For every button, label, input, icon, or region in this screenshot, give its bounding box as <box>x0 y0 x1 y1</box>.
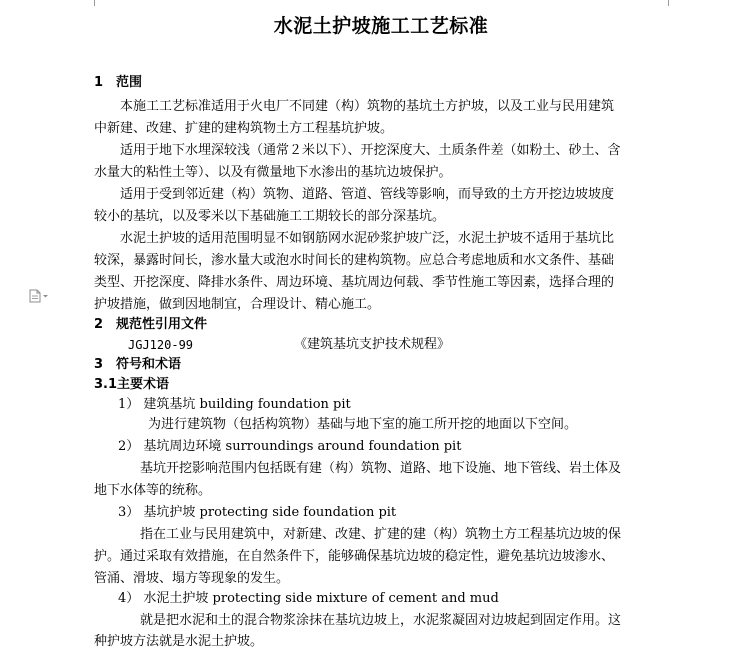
paragraph-line: 护坡措施，做到因地制宜，合理设计、精心施工。 <box>94 297 381 312</box>
paragraph-line: 较小的基坑，以及零米以下基础施工工期较长的部分深基坑。 <box>94 209 446 224</box>
paragraph-line: 本施工工艺标准适用于火电厂不同建（构）筑物的基坑土方护坡，以及工业与民用建筑 <box>120 99 615 114</box>
section-1-heading <box>94 73 142 93</box>
paragraph-line: 适用于受到邻近建（构）筑物、道路、管道、管线等影响，而导致的土方开挖边坡坡度 <box>120 187 615 202</box>
term-1-heading: 1） 建筑基坑 building foundation pit <box>118 397 351 412</box>
reference-code: JGJ120-99 <box>128 338 194 352</box>
paragraph-line: 较深，暴露时间长，渗水量大或泡水时间长的建构筑物。应总合考虑地质和水文条件、基础 <box>94 253 615 268</box>
term-3-definition: 指在工业与民用建筑中，对新建、改建、扩建的建（构）筑物土方工程基坑边坡的保 <box>140 527 622 542</box>
term-2-definition: 地下水体等的统称。 <box>94 483 212 498</box>
section-title: 符号和术语 <box>116 357 182 372</box>
section-title: 规范性引用文件 <box>116 317 208 332</box>
paragraph-line: 适用于地下水埋深较浅（通常２米以下）、开挖深度大、土质条件差（如粉土、砂土、含 <box>120 143 621 158</box>
term-4-heading: 4） 水泥土护坡 protecting side mixture of cement and mud <box>118 591 499 606</box>
term-4-definition: 就是把水泥和土的混合物浆涂抹在基坑边坡上，水泥浆凝固对边坡起到固定作用。这 <box>140 613 622 628</box>
section-3-heading <box>94 355 181 375</box>
document-margin-icon[interactable] <box>28 288 50 302</box>
paragraph-line: 类型、开挖深度、降排水条件、周边环境、基坑周边何载、季节性施工等因素，选择合理的 <box>94 275 615 290</box>
crop-mark-top-left <box>84 0 95 6</box>
section-number: 1 <box>94 75 104 90</box>
term-2-heading: 2） 基坑周边环境 surroundings around foundation pit <box>118 439 462 454</box>
term-2-definition: 基坑开挖影响范围内包括既有建（构）筑物、道路、地下设施、地下管线、岩土体及 <box>140 461 622 476</box>
paragraph-line: 中新建、改建、扩建的建构筑物土方工程基坑护坡。 <box>94 121 394 136</box>
document-title: 水泥土护坡施工工艺标准 <box>273 15 489 37</box>
section-number: 2 <box>94 317 104 332</box>
paragraph-line: 水量大的粘性土等）、以及有微量地下水渗出的基坑边坡保护。 <box>94 165 452 180</box>
section-number: 3 <box>94 357 104 372</box>
subsection-3-1-heading: 3.1主要术语 <box>94 377 170 392</box>
reference-title: 《建筑基坑支护技术规程》 <box>294 337 451 352</box>
term-3-heading: 3） 基坑护坡 protecting side foundation pit <box>118 505 397 520</box>
section-title: 范围 <box>116 75 143 90</box>
crop-mark-top-right <box>668 0 679 6</box>
section-2-heading <box>94 315 207 335</box>
term-3-definition: 护。通过采取有效措施，在自然条件下，能够确保基坑边坡的稳定性，避免基坑边坡渗水、 <box>94 549 615 564</box>
term-1-definition: 为进行建筑物（包括构筑物）基础与地下室的施工所开挖的地面以下空间。 <box>148 417 578 432</box>
paragraph-line: 水泥土护坡的适用范围明显不如钢筋网水泥砂浆护坡广泛，水泥土护坡不适用于基坑比 <box>120 231 615 246</box>
term-4-definition: 种护坡方法就是水泥土护坡。 <box>94 634 264 649</box>
term-3-definition: 管涌、滑坡、塌方等现象的发生。 <box>94 571 290 586</box>
